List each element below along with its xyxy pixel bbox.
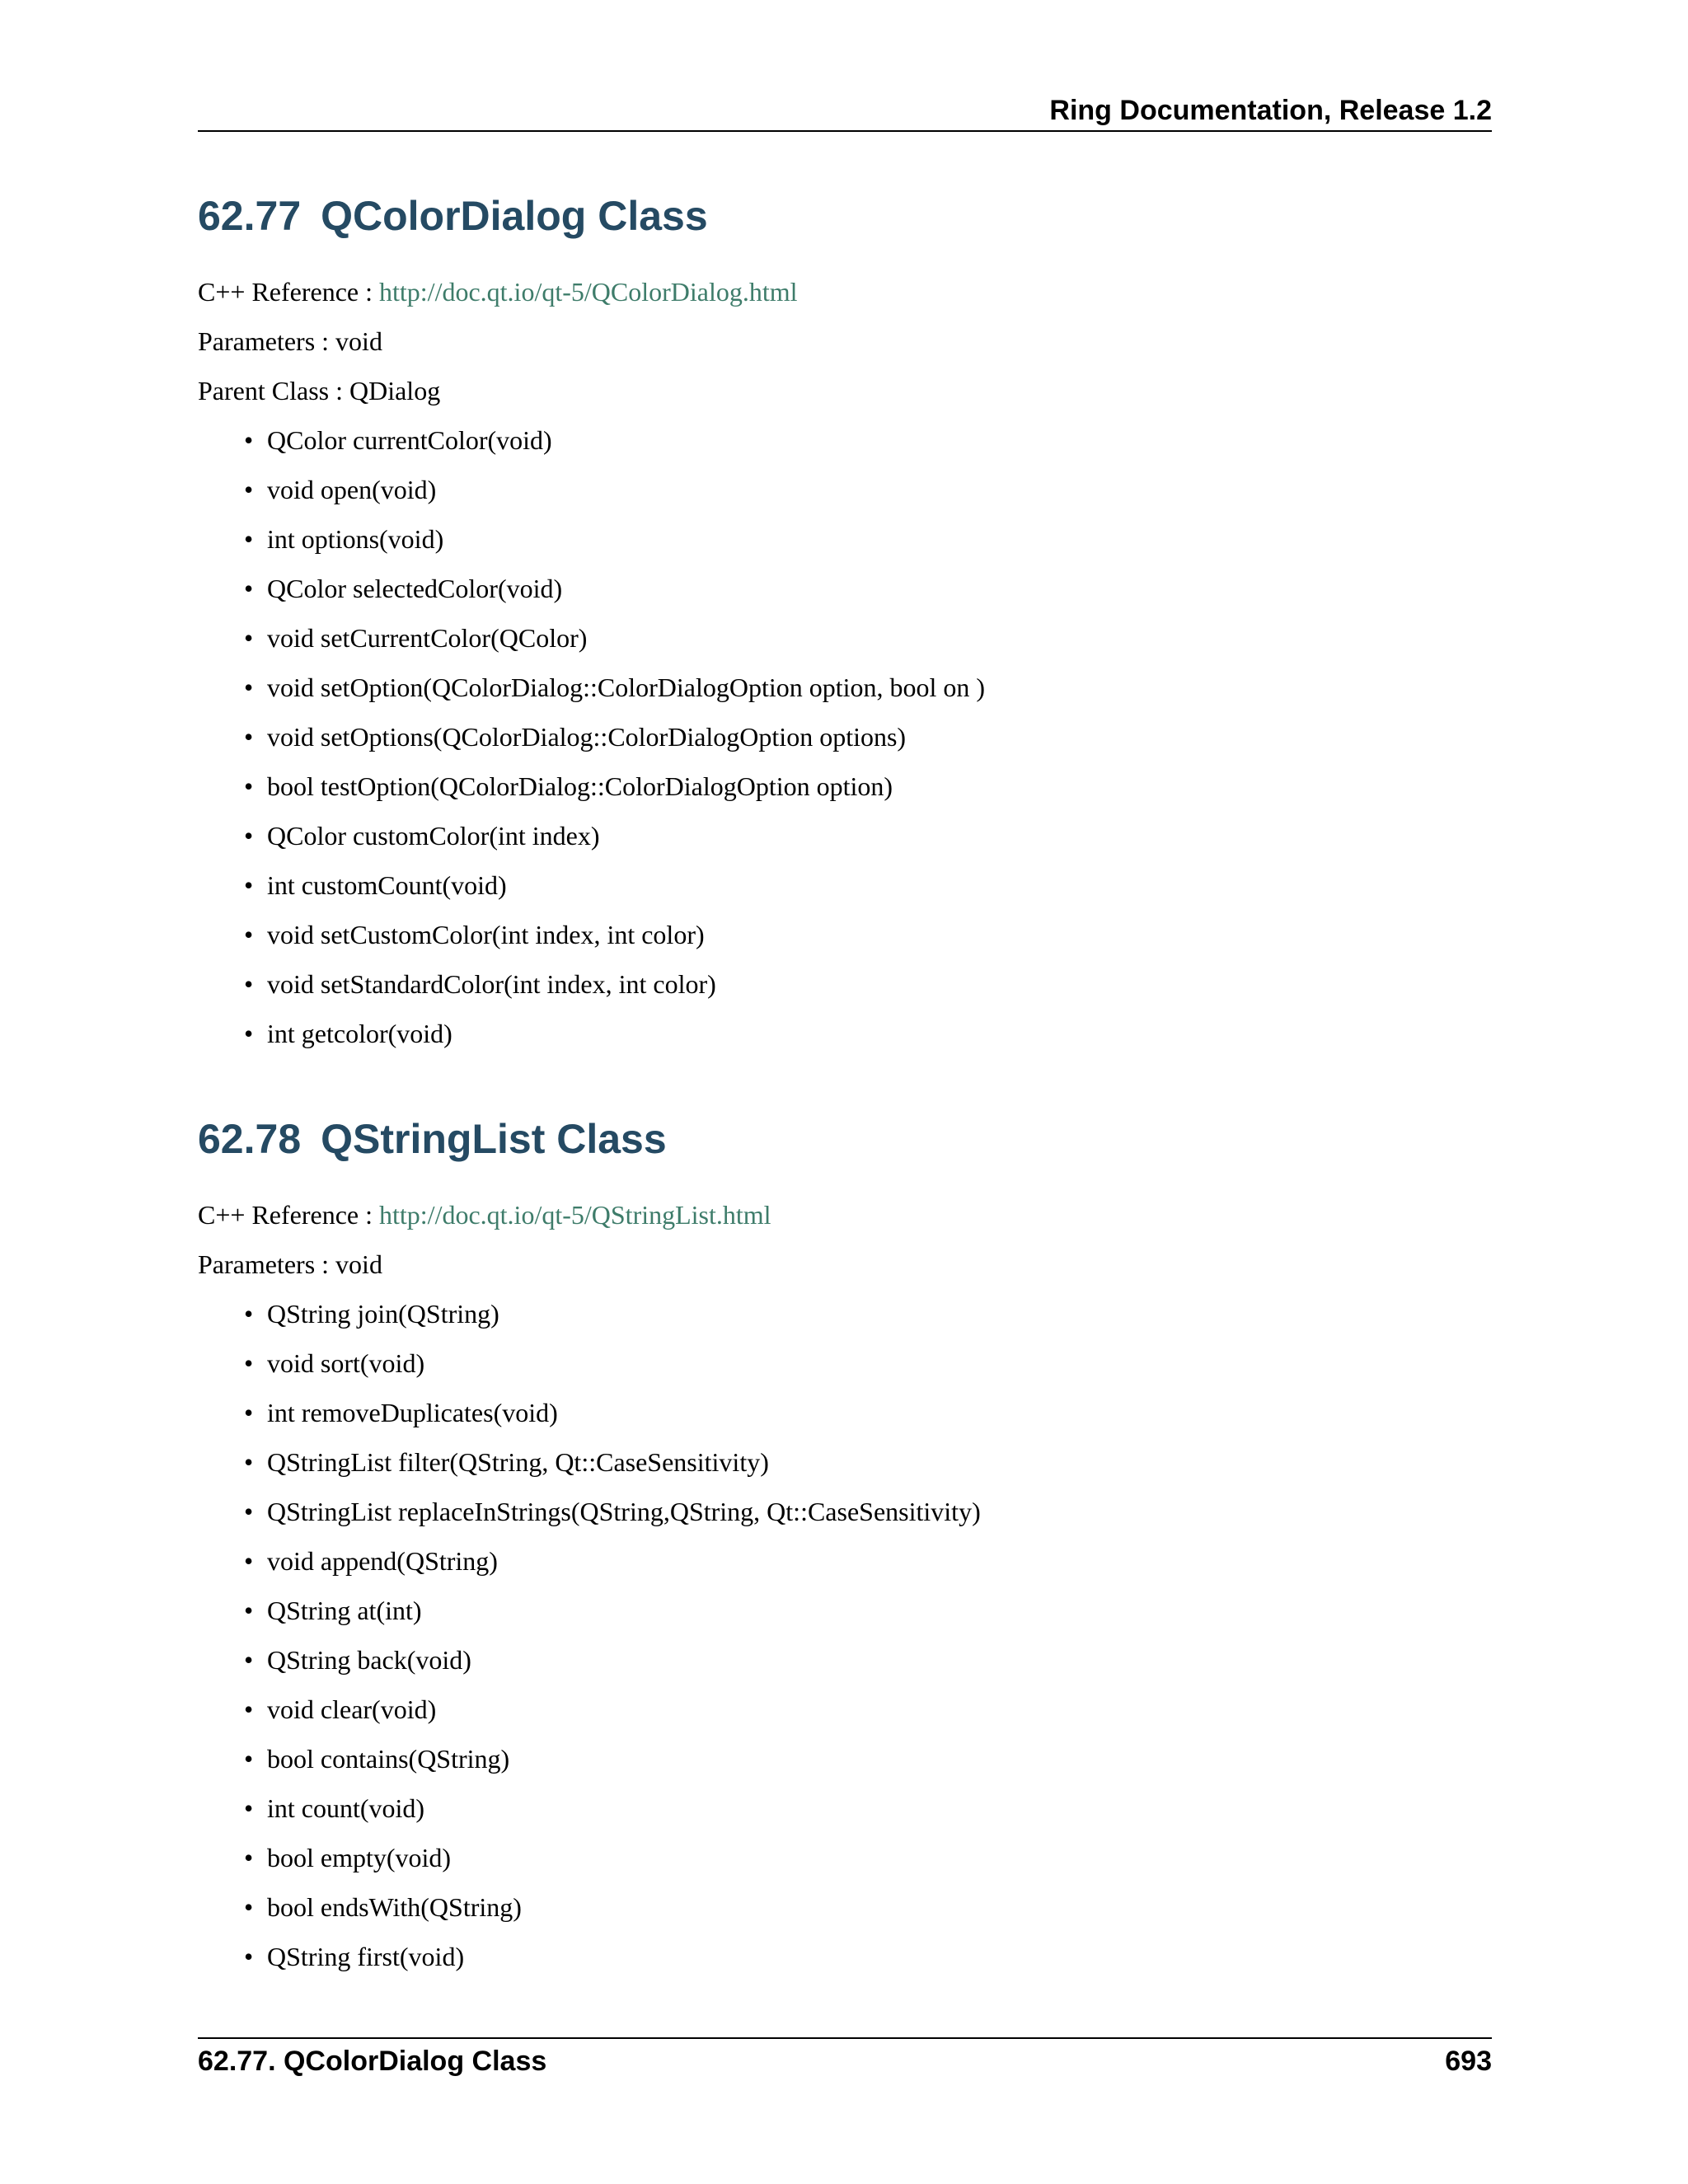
bullet-icon: • <box>244 920 254 949</box>
method-item <box>198 811 1492 860</box>
method-item <box>198 1289 1492 1338</box>
method-signature: QColor customColor(int index) <box>267 821 600 851</box>
method-item <box>198 613 1492 663</box>
method-item <box>198 1536 1492 1586</box>
method-signature: QString first(void) <box>267 1942 465 1971</box>
method-item <box>198 1586 1492 1635</box>
document-page <box>198 0 1492 2184</box>
method-signature: int removeDuplicates(void) <box>267 1398 558 1427</box>
section-title: QStringList Class <box>321 1116 667 1162</box>
method-item <box>198 564 1492 613</box>
method-item <box>198 1635 1492 1685</box>
section-heading <box>198 191 1492 241</box>
method-item <box>198 465 1492 514</box>
cpp-reference-label: C++ Reference : <box>198 1200 379 1230</box>
bullet-icon: • <box>244 771 254 801</box>
bullet-icon: • <box>244 425 254 455</box>
bullet-icon: • <box>244 1942 254 1971</box>
method-item <box>198 663 1492 712</box>
method-item <box>198 514 1492 564</box>
cpp-reference-link[interactable]: http://doc.qt.io/qt-5/QColorDialog.html <box>379 277 798 307</box>
method-signature: QString at(int) <box>267 1596 422 1625</box>
method-list <box>198 415 1492 1058</box>
method-signature: QColor currentColor(void) <box>267 425 552 455</box>
bullet-icon: • <box>244 1694 254 1724</box>
method-signature: QStringList replaceInStrings(QString,QString, Qt::CaseSensitivity) <box>267 1497 981 1526</box>
section-title: QColorDialog Class <box>321 193 708 239</box>
cpp-reference-label: C++ Reference : <box>198 277 379 307</box>
header-rule <box>198 130 1492 132</box>
parameters-line: Parameters : void <box>198 1249 382 1279</box>
footer-rule <box>198 2037 1492 2039</box>
method-signature: void sort(void) <box>267 1348 425 1378</box>
bullet-icon: • <box>244 1892 254 1922</box>
bullet-icon: • <box>244 1299 254 1329</box>
bullet-icon: • <box>244 1019 254 1048</box>
bullet-icon: • <box>244 1744 254 1774</box>
method-item <box>198 1487 1492 1536</box>
bullet-icon: • <box>244 623 254 653</box>
bullet-icon: • <box>244 475 254 504</box>
method-signature: void clear(void) <box>267 1694 437 1724</box>
bullet-icon: • <box>244 722 254 752</box>
method-signature: int customCount(void) <box>267 870 507 900</box>
method-signature: bool empty(void) <box>267 1843 452 1872</box>
footer-section-title: 62.77. QColorDialog Class <box>198 2046 547 2077</box>
method-item <box>198 1734 1492 1783</box>
method-item <box>198 1882 1492 1932</box>
method-signature: QColor selectedColor(void) <box>267 574 563 603</box>
method-signature: int options(void) <box>267 524 444 554</box>
method-item <box>198 1437 1492 1487</box>
method-item <box>198 762 1492 811</box>
parent-class-line: Parent Class : QDialog <box>198 376 441 405</box>
method-item <box>198 1833 1492 1882</box>
method-item <box>198 1388 1492 1437</box>
method-item <box>198 1932 1492 1981</box>
method-signature: void setCurrentColor(QColor) <box>267 623 588 653</box>
method-signature: void setStandardColor(int index, int color) <box>267 969 716 999</box>
method-signature: void append(QString) <box>267 1546 498 1576</box>
method-item <box>198 1783 1492 1833</box>
method-item <box>198 415 1492 465</box>
section-heading <box>198 1114 1492 1164</box>
method-item <box>198 860 1492 910</box>
bullet-icon: • <box>244 1645 254 1675</box>
section-qcolordialog <box>198 191 1492 1058</box>
bullet-icon: • <box>244 1348 254 1378</box>
method-signature: bool contains(QString) <box>267 1744 510 1774</box>
bullet-icon: • <box>244 1447 254 1477</box>
section-number: 62.78 <box>198 1116 302 1162</box>
method-signature: void setOptions(QColorDialog::ColorDialogOption options) <box>267 722 907 752</box>
section-number: 62.77 <box>198 193 302 239</box>
bullet-icon: • <box>244 1546 254 1576</box>
cpp-reference-link[interactable]: http://doc.qt.io/qt-5/QStringList.html <box>379 1200 771 1230</box>
method-item <box>198 959 1492 1009</box>
method-signature: void setOption(QColorDialog::ColorDialogOption option, bool on ) <box>267 673 986 702</box>
bullet-icon: • <box>244 969 254 999</box>
method-item <box>198 1338 1492 1388</box>
section-qstringlist <box>198 1114 1492 1981</box>
running-header: Ring Documentation, Release 1.2 <box>1049 95 1492 126</box>
page-number: 693 <box>1445 2046 1492 2077</box>
method-item <box>198 1009 1492 1058</box>
bullet-icon: • <box>244 574 254 603</box>
cpp-reference <box>198 1190 1492 1240</box>
method-item <box>198 712 1492 762</box>
bullet-icon: • <box>244 870 254 900</box>
method-signature: void open(void) <box>267 475 437 504</box>
method-signature: void setCustomColor(int index, int color) <box>267 920 705 949</box>
method-item <box>198 910 1492 959</box>
method-signature: int getcolor(void) <box>267 1019 452 1048</box>
method-signature: bool endsWith(QString) <box>267 1892 522 1922</box>
method-signature: QString join(QString) <box>267 1299 499 1329</box>
method-signature: QString back(void) <box>267 1645 471 1675</box>
bullet-icon: • <box>244 821 254 851</box>
bullet-icon: • <box>244 673 254 702</box>
parameters-line: Parameters : void <box>198 326 382 356</box>
method-item <box>198 1685 1492 1734</box>
method-signature: bool testOption(QColorDialog::ColorDialogOption option) <box>267 771 893 801</box>
bullet-icon: • <box>244 524 254 554</box>
bullet-icon: • <box>244 1398 254 1427</box>
bullet-icon: • <box>244 1497 254 1526</box>
bullet-icon: • <box>244 1596 254 1625</box>
bullet-icon: • <box>244 1793 254 1823</box>
method-list <box>198 1289 1492 1981</box>
cpp-reference <box>198 267 1492 316</box>
bullet-icon: • <box>244 1843 254 1872</box>
method-signature: int count(void) <box>267 1793 425 1823</box>
method-signature: QStringList filter(QString, Qt::CaseSensitivity) <box>267 1447 769 1477</box>
